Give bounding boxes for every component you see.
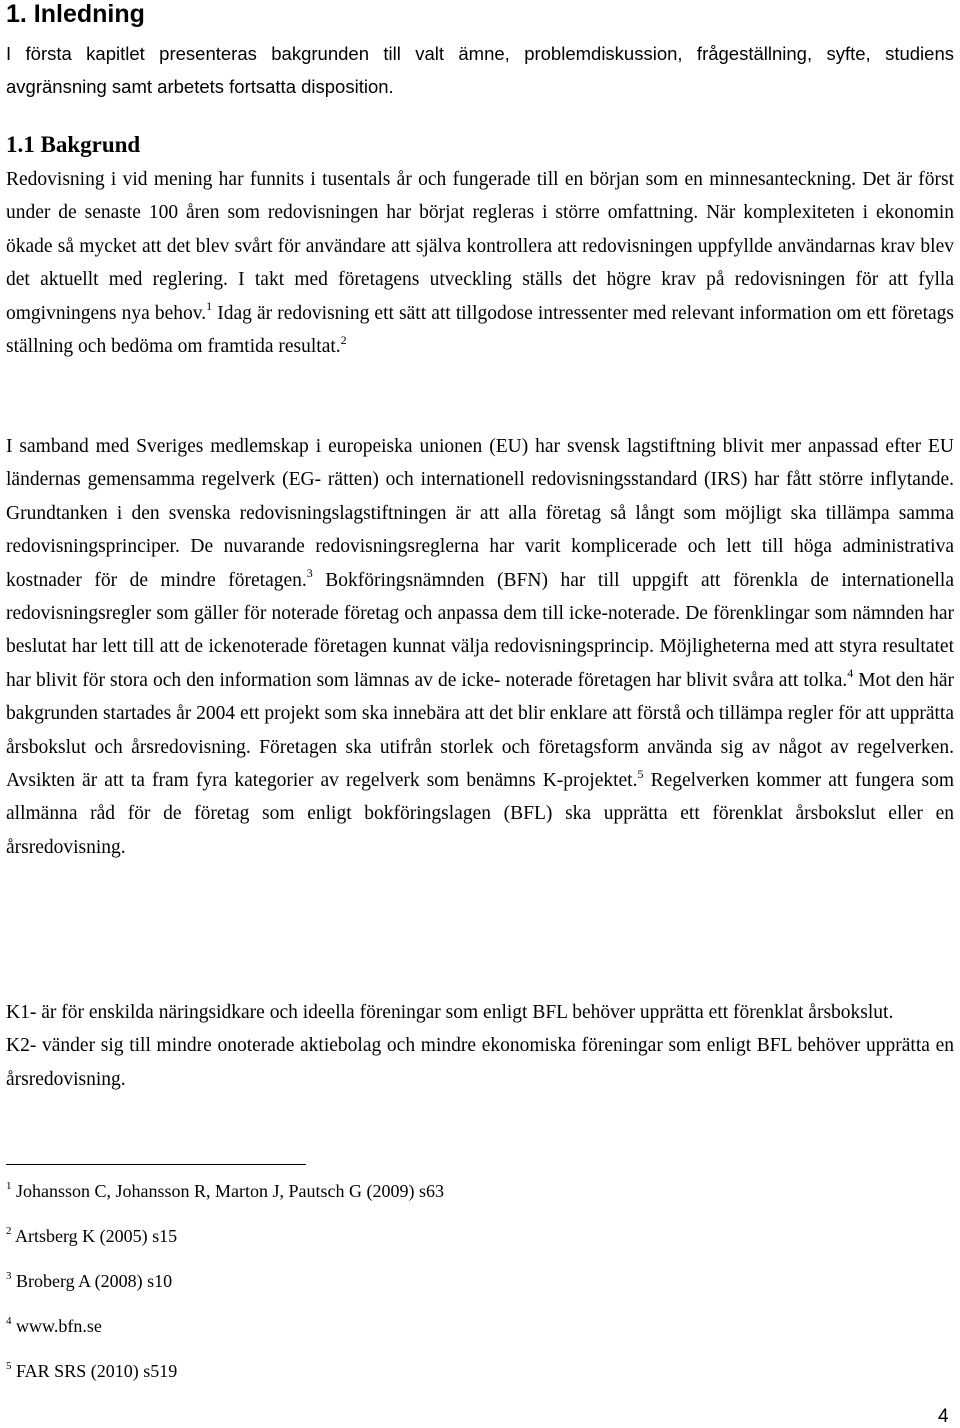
footnote-item	[6, 1266, 444, 1311]
footnote-list	[6, 1176, 444, 1401]
footnote-text: Johansson C, Johansson R, Marton J, Pautsch G (2009) s63	[16, 1181, 445, 1201]
footnote-number: 5	[6, 1360, 12, 1372]
footnote-separator	[6, 1164, 306, 1165]
footnote-item	[6, 1221, 444, 1266]
footnote-text: Broberg A (2008) s10	[16, 1271, 173, 1291]
paragraph-text: Bokföringsnämnden (BFN) har till uppgift att förenkla de internationella redovisningsregler som gäller för noterade företag och anpassa dem till icke-noterade. De förenklingar som nämnden har beslutat har lett till att de ickenoterade företagen kunnat välja redovisningsprincip. Möjligheterna med att styra resultatet har blivit för stora och den information som lämnas av de icke- noterade företagen har blivit svåra att tolka.	[6, 569, 955, 691]
footnote-number: 3	[6, 1270, 12, 1282]
footnote-number: 1	[6, 1180, 12, 1192]
footnote-ref: 1	[206, 299, 213, 314]
footnote-text: www.bfn.se	[16, 1316, 102, 1336]
background-paragraph-1	[6, 163, 954, 363]
footnote-number: 2	[6, 1225, 12, 1237]
footnote-ref: 5	[637, 766, 644, 781]
footnote-item	[6, 1176, 444, 1221]
paragraph-text: Idag är redovisning ett sätt att tillgodose intressenter med relevant information om ett företags ställning och bedöma om framtida resultat.	[6, 302, 955, 358]
chapter-heading: 1. Inledning	[6, 0, 145, 28]
footnote-item	[6, 1311, 444, 1356]
footnote-ref: 2	[340, 332, 347, 347]
k1-item: K1- är för enskilda näringsidkare och ideella föreningar som enligt BFL behöver upprätta ett förenklat årsbokslut.	[6, 1002, 894, 1023]
footnote-ref: 3	[306, 566, 313, 581]
footnote-item	[6, 1356, 444, 1401]
paragraph-text: Redovisning i vid mening har funnits i tusentals år och fungerade till en början som en minnesanteckning. Det är först under de senaste 100 åren som redovisningen har börjat regleras i större omfattning. När komplexiteten i ekonomin ökade så mycket att det blev svårt för användare att själva kontrollera att redovisningen uppfyllde användarnas krav blev det aktuellt med reglering. I takt med företagens utveckling ställs det högre krav på redovisningen för att fylla omgivningens nya behov.	[6, 169, 954, 324]
paragraph-text: Regelverken kommer att fungera som allmänna råd för de företag som enligt bokföringslagen (BFL) ska upprätta ett förenklat årsbokslut eller en årsredovisning.	[6, 770, 954, 858]
footnote-text: Artsberg K (2005) s15	[15, 1226, 178, 1246]
k-categories	[6, 996, 954, 1096]
k2-item: K2- vänder sig till mindre onoterade aktiebolag och mindre ekonomiska föreningar som enligt BFL behöver upprätta en årsredovisning.	[6, 1035, 954, 1090]
page-number: 4	[938, 1406, 949, 1427]
footnote-number: 4	[6, 1315, 12, 1327]
intro-paragraph: I första kapitlet presenteras bakgrunden till valt ämne, problemdiskussion, frågeställning, syfte, studiens avgränsning samt arbetets fortsatta disposition.	[6, 43, 954, 98]
footnote-ref: 4	[847, 666, 854, 681]
background-paragraph-2	[6, 430, 954, 864]
paragraph-text: Mot den här bakgrunden startades år 2004 ett projekt som ska innebära att det blir enklare att förstå och tillämpa regler för att upprätta årsbokslut och årsredovisning. Företagen ska utifrån storlek och företagsform använda sig av något av regelverken. Avsikten är att ta fram fyra kategorier av regelverk som benämns K-projektet.	[6, 669, 955, 792]
footnote-text: FAR SRS (2010) s519	[16, 1361, 178, 1381]
paragraph-text: I samband med Sveriges medlemskap i europeiska unionen (EU) har svensk lagstiftning blivit mer anpassad efter EU ländernas gemensamma regelverk (EG- rätten) och internationell redovisningsstandard (IRS) har fått större inflytande. Grundtanken i den svenska redovisningslagstiftningen är att alla företag så långt som möjligt ska tillämpa samma redovisningsprinciper. De nuvarande redovisningsreglerna har varit komplicerade och lett till höga administrativa kostnader för de mindre företagen.	[6, 436, 954, 591]
section-heading: 1.1 Bakgrund	[6, 132, 141, 157]
